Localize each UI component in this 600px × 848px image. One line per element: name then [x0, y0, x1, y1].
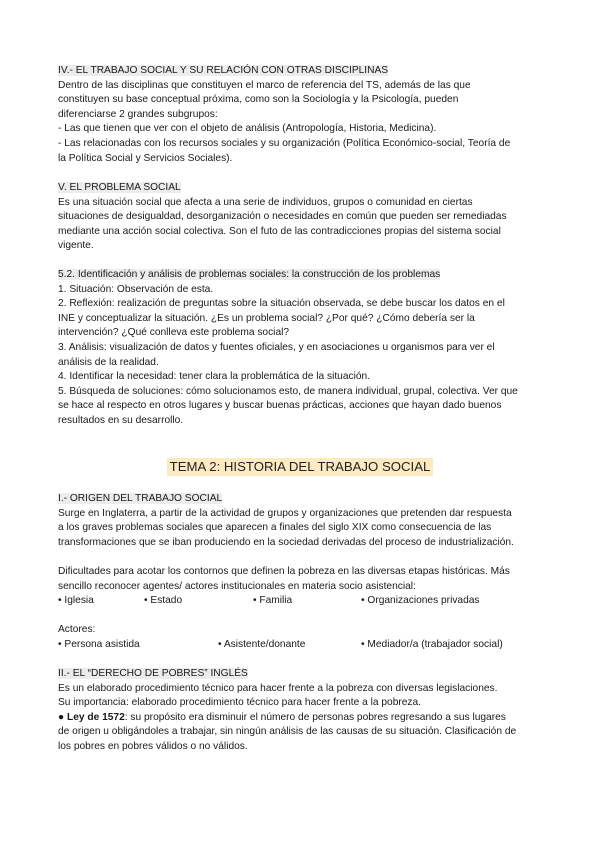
section-v: [58, 181, 552, 254]
list-line: resultados en su desarrollo.: [58, 414, 184, 426]
ley-1572-line: [58, 711, 552, 726]
paragraph-line: los pobres en pobres válidos o no válidos.: [58, 740, 248, 752]
ley-1572-title: ● Ley de 1572: [58, 711, 125, 723]
paragraph-line: - Las relacionadas con los recursos sociales y su organización (Política Económico-social, Teoría de: [58, 137, 511, 149]
paragraph-line: Dentro de las disciplinas que constituyen el marco de referencia del TS, además de las que: [58, 79, 471, 91]
section-i-difficulties: [58, 565, 552, 594]
section-i: [58, 492, 552, 550]
paragraph-line: Es un elaborado procedimiento técnico para hacer frente a la pobreza con diversas legislaciones.: [58, 682, 498, 694]
agent-item: • Estado: [144, 595, 183, 606]
paragraph-line: Su importancia: elaborado procedimiento técnico para hacer frente a la pobreza.: [58, 697, 422, 709]
list-line: 4. Identificar la necesidad: tener clara la problemática de la situación.: [58, 371, 371, 383]
list-line: 1. Situación: Observación de esta.: [58, 283, 214, 295]
actors-label: Actores:: [58, 624, 96, 635]
list-line: 3. Análisis: visualización de datos y fuentes oficiales, y en asociaciones u organismos para ver el: [58, 341, 495, 353]
paragraph-line: mediante una acción social colectiva. Son el futo de las contradicciones propias del sistema social: [58, 225, 501, 237]
list-line: se hace al respecto en otros lugares y buscar buenas prácticas, acciones que hayan dado buenos: [58, 400, 502, 412]
actor-item: • Mediador/a (trabajador social): [361, 639, 503, 650]
paragraph-line: la Política Social y Servicios Sociales).: [58, 152, 233, 164]
section-5-2: [58, 268, 552, 429]
list-line: intervención? ¿Qué conlleva este problema social?: [58, 327, 290, 339]
paragraph-line: Es una situación social que afecta a una serie de individuos, grupos o comunidad en ciertas: [58, 196, 473, 208]
section-5-2-heading: 5.2. Identificación y análisis de problemas sociales: la construcción de los problemas: [58, 269, 441, 280]
list-line: INE y conceptualizar la situación. ¿Es un problema social? ¿Por qué? ¿Cómo debería ser la: [58, 312, 475, 324]
paragraph-line: de origen u obligándoles a trabajar, sin ningún análisis de las causas de su situación. Clasificación de: [58, 726, 517, 738]
paragraph-line: constituyen su base conceptual próxima, como son la Sociología y la Psicología, pueden: [58, 94, 459, 106]
actors-label-block: [58, 623, 552, 638]
section-ii: [58, 667, 552, 755]
paragraph-line: situaciones de desigualdad, desorganización o necesidades en común que pueden ser remediadas: [58, 211, 507, 223]
paragraph-line: - Las que tienen que ver con el objeto de análisis (Antropología, Historia, Medicina).: [58, 123, 437, 135]
actor-item: • Asistente/donante: [218, 639, 306, 650]
actor-item: • Persona asistida: [58, 639, 140, 650]
section-i-heading: I.- ORIGEN DEL TRABAJO SOCIAL: [58, 493, 223, 504]
chapter-title: TEMA 2: HISTORIA DEL TRABAJO SOCIAL: [167, 458, 434, 476]
paragraph-line: transformaciones que se iban produciendo en la sociedad derivadas del proceso de industrialización.: [58, 536, 514, 548]
section-ii-heading: II.- EL “DERECHO DE POBRES” INGLÉS: [58, 668, 248, 679]
paragraph-line: diferenciarse 2 grandes subgrupos:: [58, 108, 218, 120]
section-iv: [58, 64, 552, 166]
list-line: 2. Reflexión: realización de preguntas sobre la situación observada, se debe buscar los datos en el: [58, 298, 505, 310]
agent-item: • Iglesia: [58, 595, 94, 606]
ley-1572-text: : su propósito era disminuir el número de personas pobres regresando a sus lugares: [124, 711, 506, 723]
list-line: análisis de la realidad.: [58, 356, 159, 368]
section-v-heading: V. EL PROBLEMA SOCIAL: [58, 182, 181, 193]
paragraph-line: vigente.: [58, 240, 94, 252]
paragraph-line: Dificultades para acotar los contornos que definen la pobreza en las diversas etapas históricas. Más: [58, 566, 510, 577]
paragraph-line: sencillo reconocer agentes/ actores institucionales en materia socio asistencial:: [58, 580, 416, 592]
section-iv-heading: IV.- EL TRABAJO SOCIAL Y SU RELACIÓN CON OTRAS DISCIPLINAS: [58, 65, 389, 76]
paragraph-line: a los graves problemas sociales que aparecen a finales del siglo XIX como consecuencia de las: [58, 522, 492, 534]
agent-item: • Organizaciones privadas: [361, 595, 480, 606]
agent-item: • Familia: [253, 595, 293, 606]
list-line: 5. Búsqueda de soluciones: cómo solucionamos esto, de manera individual, grupal, colectiva. Ver que: [58, 385, 518, 397]
paragraph-line: Surge en Inglaterra, a partir de la actividad de grupos y organizaciones que pretenden dar respuesta: [58, 507, 512, 519]
chapter-title-wrap: [0, 458, 600, 476]
